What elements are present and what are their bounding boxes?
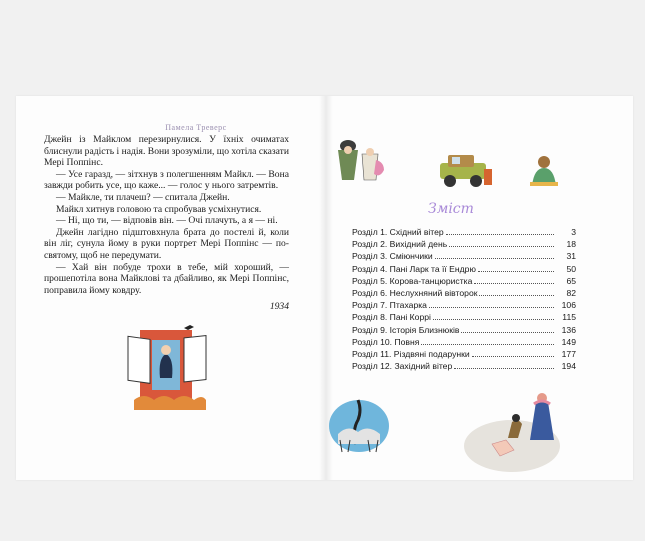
toc-entry[interactable]: [352, 275, 576, 287]
toc-entry-title: Розділ 2. Вихідний день: [352, 239, 448, 250]
woman-street-illustration: [462, 388, 566, 476]
paragraph: — Усе гаразд, — зітхнув з полегшенням Майкл. — Вона завжди робить усе, що каже... — голос у нього затремтів.: [44, 168, 289, 192]
paragraph: — Ні, що ти, — відповів він. — Очі плачуть, а я — ні.: [56, 215, 278, 227]
leader-dots: [461, 331, 554, 333]
toc-entry-page: 82: [566, 288, 576, 299]
toc-entry-page: 18: [566, 239, 576, 250]
toc-entry-page: 136: [561, 324, 576, 335]
birds-illustration: [328, 396, 390, 456]
toc-entry-page: 65: [566, 275, 576, 286]
leader-dots: [478, 270, 554, 272]
toc-entry-page: 106: [561, 300, 576, 311]
toc-entry-title: Розділ 12. Західний вітер: [352, 361, 453, 372]
paragraph: Джейн лагідно підштовхнула брата до постелі й, коли він ліг, сунула йому в руки портрет Мері Поппінс — по-святому, щоб не передумати.: [44, 226, 289, 261]
toc-entry-page: 194: [561, 361, 576, 372]
paragraph: — Майкле, ти плачеш? — спитала Джейн.: [56, 191, 230, 203]
toc-entry[interactable]: [352, 226, 576, 238]
running-head: Памела Треверс: [165, 123, 227, 132]
toc-entry-title: Розділ 1. Східний вітер: [352, 227, 444, 237]
toc-entry[interactable]: [352, 287, 576, 299]
leader-dots: [449, 245, 554, 247]
leader-dots: [474, 282, 554, 284]
toc-entry-page: 115: [562, 312, 576, 323]
toc-entry-title: Розділ 4. Пані Ларк та її Ендрю: [352, 263, 476, 274]
leader-dots: [479, 294, 554, 296]
toc-entry-title: Розділ 3. Сміюнчики: [352, 251, 433, 262]
book-spread: [16, 96, 633, 480]
toc-entry[interactable]: [352, 348, 576, 360]
toc-entry-page: 149: [561, 336, 576, 347]
leader-dots: [472, 355, 554, 357]
toc-entry-title: Розділ 9. Історія Близнюків: [352, 324, 460, 335]
toc-entry-title: Розділ 8. Пані Коррі: [352, 312, 431, 323]
person-sitting-illustration: [528, 154, 560, 188]
paragraph: — Хай він побуде трохи в тебе, мій хороший, — прошепотіла вона Майклові та дбайливо, як Мері Поппінс, поправила йому ковдру.: [44, 261, 289, 296]
toc-entry[interactable]: [352, 238, 576, 250]
toc-entry-title: Розділ 10. Повня: [352, 336, 420, 347]
toc-entry-page: 3: [571, 227, 576, 237]
toc-entry[interactable]: [352, 263, 576, 275]
toc-title: Зміст: [428, 201, 474, 217]
toc-entry-title: Розділ 7. Птахарка: [352, 300, 427, 311]
paragraph: Джейн із Майклом перезирнулися. У їхніх очиматах блиснули радість і надія. Вони зрозуміли, що хотіла сказати Мері Поппінс.: [44, 134, 289, 169]
figures-illustration: [328, 134, 390, 186]
leader-dots: [429, 306, 554, 308]
toc-entry-title: Розділ 6. Неслухняний вівторок: [352, 288, 478, 299]
paragraph: Майкл хитнув головою та спробував усміхнутися.: [56, 203, 262, 215]
toc-entry[interactable]: [352, 336, 576, 348]
leader-dots: [454, 367, 554, 369]
table-of-contents: [352, 226, 576, 372]
toc-entry[interactable]: [352, 299, 576, 311]
toc-entry-title: Розділ 5. Корова-танцюристка: [352, 275, 473, 286]
leader-dots: [433, 318, 554, 320]
leader-dots: [446, 233, 554, 235]
toc-entry[interactable]: [352, 250, 576, 262]
toc-entry-page: 177: [561, 349, 576, 360]
leader-dots: [435, 257, 554, 259]
toc-entry-page: 50: [566, 263, 576, 274]
toc-entry[interactable]: [352, 311, 576, 323]
car-illustration: [434, 151, 496, 191]
left-page-text: [44, 134, 289, 313]
toc-entry-page: 31: [566, 251, 576, 262]
toc-entry[interactable]: [352, 324, 576, 336]
toc-entry[interactable]: [352, 360, 576, 372]
window-illustration: [126, 324, 212, 416]
year: 1934: [269, 301, 289, 313]
leader-dots: [421, 343, 554, 345]
toc-entry-title: Розділ 11. Різдвяні подарунки: [352, 349, 470, 360]
